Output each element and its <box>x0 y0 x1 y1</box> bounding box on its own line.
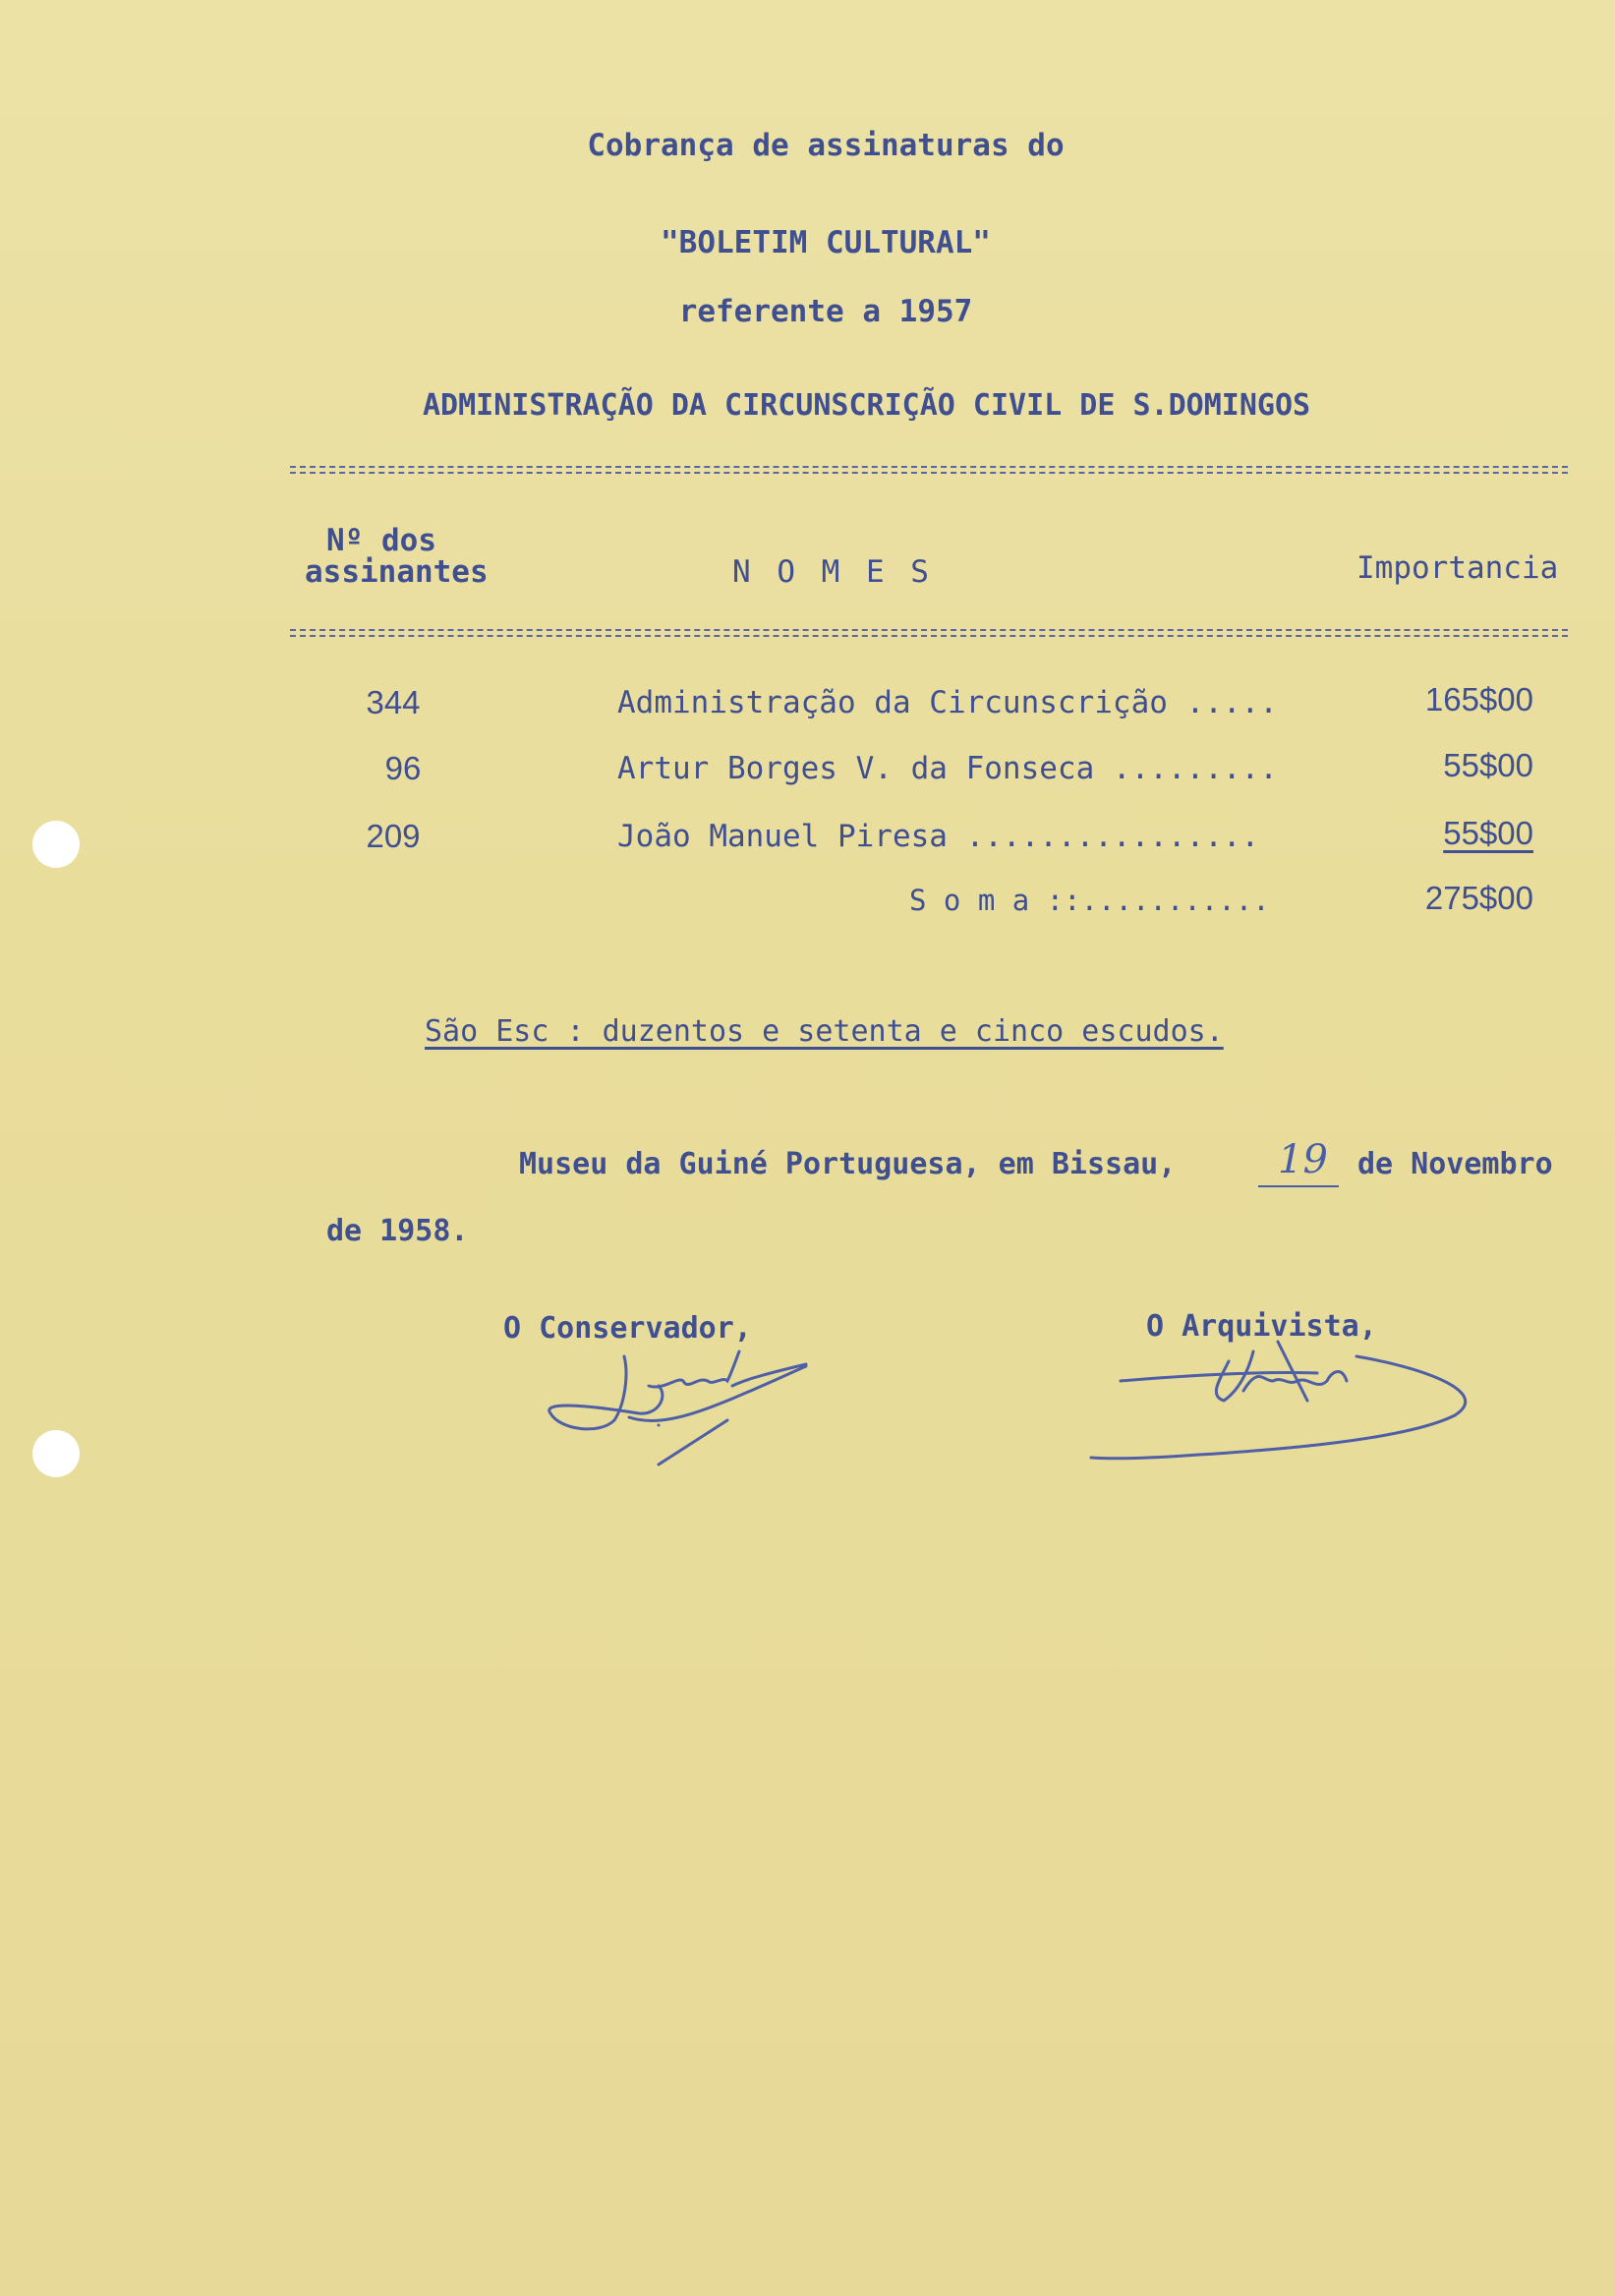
rule-top <box>290 466 1568 474</box>
subscriber-number: 96 <box>384 750 422 786</box>
column-number-header-1: Nº dos <box>326 523 436 558</box>
signature-right <box>1081 1322 1494 1469</box>
place-date-prefix: Museu da Guiné Portuguesa, em Bissau, <box>519 1147 1177 1181</box>
punch-hole-bottom <box>32 1430 80 1477</box>
column-names-header: N O M E S <box>732 554 933 590</box>
header-title: "BOLETIM CULTURAL" <box>661 225 991 260</box>
punch-hole-top <box>32 821 80 868</box>
subscriber-amount: 165$00 <box>1424 681 1533 718</box>
column-amount-header: Importancia <box>1356 550 1559 586</box>
subscriber-name: Artur Borges V. da Fonseca ......... <box>617 751 1278 786</box>
subscriber-name: João Manuel Piresa ................ <box>617 819 1260 854</box>
place-date-year: de 1958. <box>326 1214 469 1248</box>
column-number-header-2: assinantes <box>305 554 489 590</box>
subscriber-name: Administração da Circunscrição ..... <box>617 685 1278 720</box>
subscriber-number: 209 <box>366 818 421 854</box>
amount-in-words: São Esc : duzentos e setenta e cinco escudos. <box>425 1014 1224 1049</box>
signature-left-title: O Conservador, <box>503 1311 752 1346</box>
rule-header-bottom <box>290 629 1568 637</box>
signature-left <box>531 1337 826 1474</box>
day-underline <box>1258 1185 1339 1187</box>
header-year: referente a 1957 <box>678 294 973 329</box>
place-date-suffix: de Novembro <box>1357 1147 1553 1181</box>
total-value: 275$00 <box>1424 880 1533 916</box>
subscriber-amount: 55$00 <box>1443 815 1533 851</box>
signature-right-title: O Arquivista, <box>1146 1309 1377 1344</box>
subscriber-amount: 55$00 <box>1443 747 1533 783</box>
subscriber-number: 344 <box>366 684 421 720</box>
total-label: S o m a ::........... <box>909 884 1270 917</box>
handwritten-day: 19 <box>1278 1137 1328 1182</box>
header-line-1: Cobrança de assinaturas do <box>587 128 1065 163</box>
header-administration: ADMINISTRAÇÃO DA CIRCUNSCRIÇÃO CIVIL DE S.DOMINGOS <box>423 388 1311 423</box>
